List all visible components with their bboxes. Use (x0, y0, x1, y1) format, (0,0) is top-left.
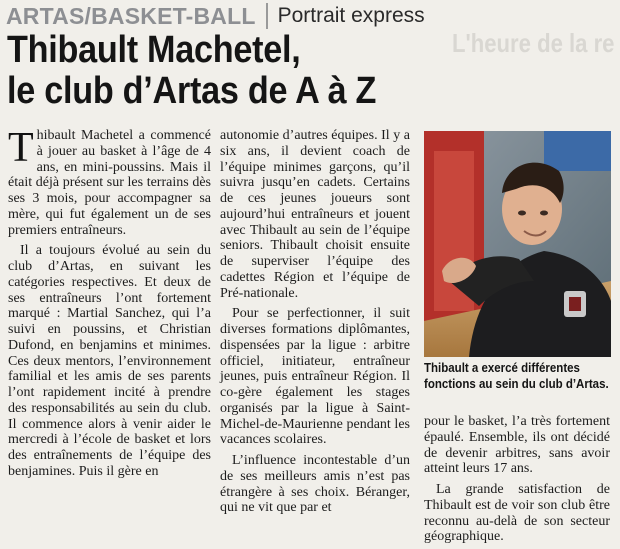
kicker-divider (266, 3, 268, 29)
paragraph: L’influence incontestable d’un de ses meilleurs amis n’est pas étrangère à ses choix. Béranger, qui ne vit que par et (220, 453, 410, 516)
headline-line-2: le club d’Artas de A à Z (7, 70, 377, 112)
headline-line-1: Thibault Machetel, (7, 29, 301, 71)
paragraph: Pour se perfectionner, il suit diverses formations diplômantes, dispensées par la ligue : arbitre officiel, initiateur, entraîneur jeunes, puis entraîneur Région. Il co-gère également les stages organisés par la ligue à Saint-Michel-de-Maurienne pendant les vacances scolaires. (220, 306, 410, 448)
paragraph: La grande satisfaction de Thibault est de voir son club être reconnu au-delà de son secteur géographique. (424, 482, 610, 545)
paragraph: autonomie d’autres équipes. Il y a six ans, il devient coach de l’équipe minimes garçons, qu’il suivra jusqu’en cadets. Certains de ces jeunes joueurs sont aujourd’hui entraîneurs et jouent avec Thibault au sein de l’équipe seniors. Thibault choisit ensuite de superviser l’équipe des cadettes Région et l’équipe de Pré-nationale. (220, 128, 410, 301)
section-label: ARTAS/BASKET-BALL (6, 3, 256, 29)
paragraph: pour le basket, l’a très fortement épaulé. Ensemble, ils ont décidé de devenir arbitres, sans avoir atteint leurs 17 ans. (424, 414, 610, 477)
portrait-image (424, 131, 611, 357)
article-headline (7, 30, 475, 112)
portrait-photo (424, 131, 611, 357)
paragraph: Il a toujours évolué au sein du club d’Artas, en suivant les catégories respectives. Et deux de ses entraîneurs l’ont fortement marqué : Martial Sanchez, qui l’a suivi en poussins, et Christian Dufond, en benjamins et minimes. Ces deux mentors, l’environnement familial et les amis de ses parents l’ont rapidement incité à prendre des responsabilités au sein du club. Il commence alors à venir aider le mercredi à l’école de basket et lors des entraînements de l’équipe des benjamines. Puis il gère en (8, 243, 211, 479)
paragraph: Thibault Machetel a commencé à jouer au basket à l’âge de 4 ans, en mini-poussins. Mais il était déjà présent sur les terrains dès ses 3 mois, pour accompagner sa mère, qui fut également un de ses premiers entraîneurs. (8, 125, 211, 238)
neighbor-headline-fragment: L'heure de la re (452, 28, 615, 58)
kicker-bar (6, 2, 616, 30)
rubric-label: Portrait express (277, 4, 425, 27)
article-column-1 (8, 125, 211, 480)
article-column-3 (424, 414, 610, 545)
photo-caption: Thibault a exercé différentes fonctions au sein du club d’Artas. (424, 361, 609, 391)
drop-cap: T (8, 125, 34, 171)
article-column-2 (220, 128, 410, 516)
